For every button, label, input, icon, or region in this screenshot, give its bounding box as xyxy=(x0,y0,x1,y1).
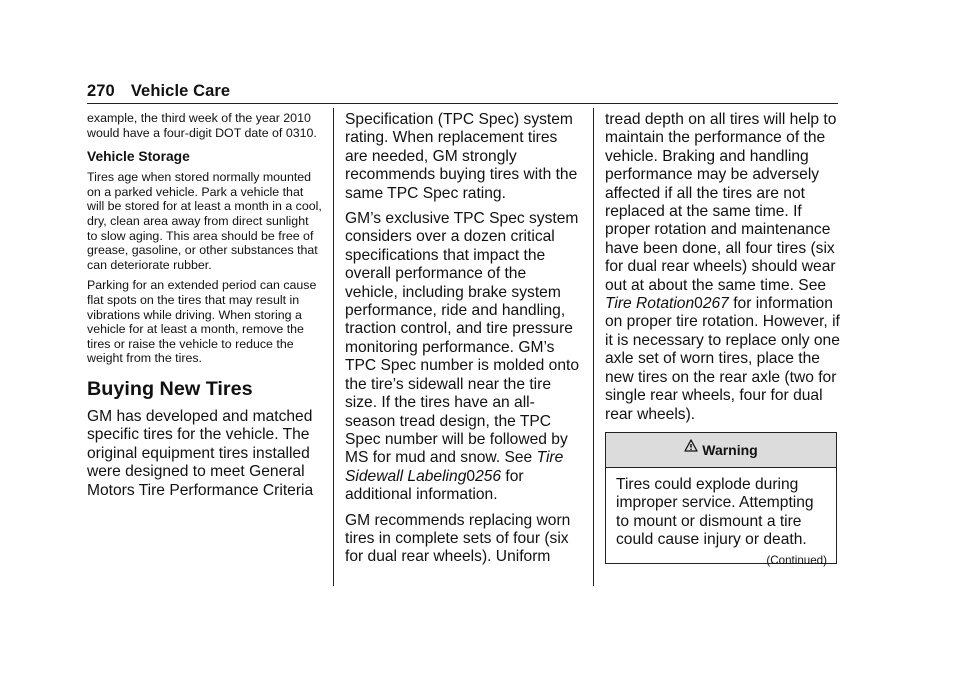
header-rule xyxy=(87,103,838,104)
tread-depth-text: tread depth on all tires will help to maintain the performance of the vehicle. Braking and handling performance may be adversely affected if all the tires are not replaced at the same time. If proper rotation and maintenance have been done, all four tires (six for dual rear wheels) should wear out at about the same time. See xyxy=(605,111,837,294)
page-ref-267[interactable]: 267 xyxy=(702,295,729,313)
buying-paragraph: GM has developed and matched specific tires for the vehicle. The original equipment tires installed were designed to meet General Motors Tire Performance Criteria xyxy=(87,407,314,499)
warning-title: Warning xyxy=(702,442,758,458)
storage-paragraph-1: Tires age when stored normally mounted on a parked vehicle. Park a vehicle that will be stored for at least a month in a cool, dry, clean area away from direct sunlight to slow aging. This area should be free of grease, gasoline, or other substances that can deteriorate rubber. xyxy=(87,170,322,272)
warning-text: Tires could explode during improper service. Attempting to mount or dismount a tire could cause injury or death. xyxy=(616,476,814,549)
storage-paragraph-2: Parking for an extended period can cause flat spots on the tires that may result in vibrations while driving. When storing a vehicle for at least a month, remove the tires or raise the vehicle to reduce the weight from the tires. xyxy=(87,278,317,366)
warning-box xyxy=(605,432,837,567)
replacement-paragraph: GM recommends replacing worn tires in complete sets of four (six for dual rear wheels). Uniform xyxy=(345,511,571,566)
tpc-spec-paragraph: Specification (TPC Spec) system rating. When replacement tires are needed, GM strongly recommends buying tires with the same TPC Spec rating. xyxy=(345,111,578,202)
tpc-details-paragraph xyxy=(345,210,582,505)
tread-depth-paragraph xyxy=(605,111,840,424)
vehicle-storage-heading: Vehicle Storage xyxy=(87,149,190,165)
column-divider xyxy=(333,108,334,586)
warning-header xyxy=(606,433,836,468)
tire-sidewall-labeling-link[interactable]: Tire Sidewall Labeling xyxy=(345,449,564,485)
column-left xyxy=(87,111,322,500)
tpc-details-text: GM’s exclusive TPC Spec system considers over a dozen critical specifications that impact the overall performance of the vehicle, including brake system performance, ride and handling, traction control, and tire pressure monitoring performance. GM’s TPC Spec number is molded onto the tire’s sidewall near the tire size. If the tires have an all-season tread design, the TPC Spec number will be followed by MS for mud and snow. See xyxy=(345,210,580,467)
column-divider xyxy=(593,108,594,586)
intro-paragraph: example, the third week of the year 2010 would have a four-digit DOT date of 0310. xyxy=(87,111,317,140)
continued-label: (Continued) xyxy=(766,553,827,567)
buying-new-tires-heading: Buying New Tires xyxy=(87,377,253,400)
ref-arrow-icon: 0 xyxy=(466,467,476,485)
column-right xyxy=(605,111,840,424)
ref-arrow-icon: 0 xyxy=(694,295,703,313)
warning-body xyxy=(606,468,836,567)
section-title: Vehicle Care xyxy=(130,82,231,100)
page-header xyxy=(87,82,230,101)
page-ref-256[interactable]: 256 xyxy=(475,467,502,485)
tread-depth-tail: for information on proper tire rotation. However, if it is necessary to replace only one axle set of worn tires, place the new tires on the rear axle (two for single rear wheels, four for dual rear wheels). xyxy=(605,295,840,423)
column-middle xyxy=(345,111,582,567)
tire-rotation-link[interactable]: Tire Rotation xyxy=(605,295,695,313)
warning-triangle-icon xyxy=(684,439,698,455)
tpc-details-tail: for additional information. xyxy=(345,467,524,504)
page-number: 270 xyxy=(87,82,115,100)
